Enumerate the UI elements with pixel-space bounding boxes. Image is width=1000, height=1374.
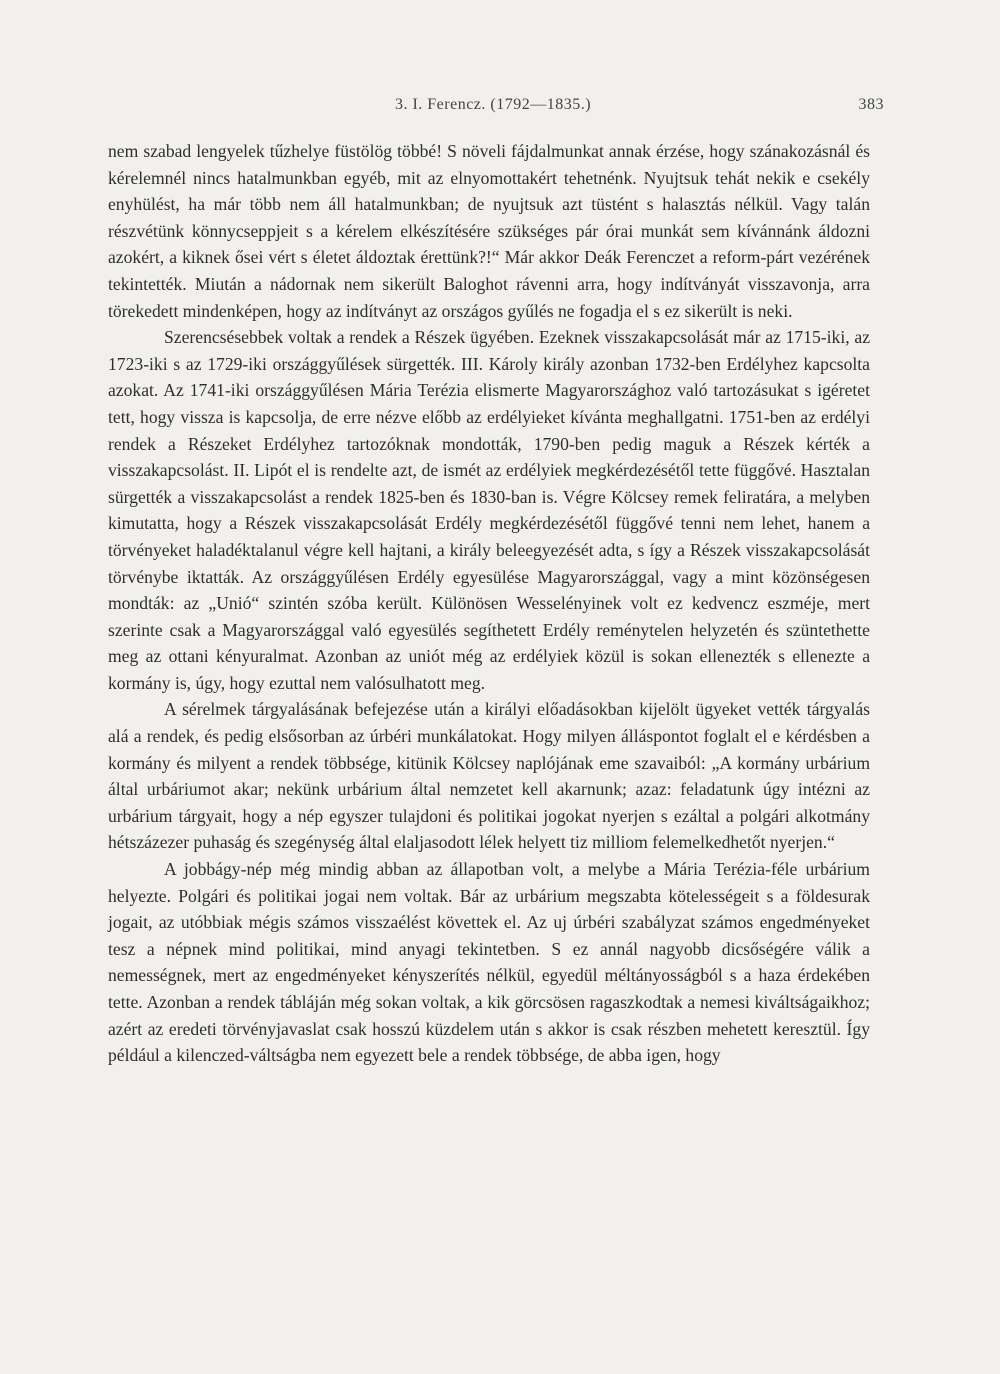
paragraph: A sérelmek tárgyalásának befejezése után a királyi előadásokban kijelölt ügyeket vették tárgyalás alá a rendek, és pedig elsősorban az úrbéri munkálatokat. Hogy milyen álláspontot foglalt el e kérdésben a kormány és milyent a rendek többsége, kitünik Kölcsey naplójának eme szavaiból: „A kormány urbárium által urbáriumot akar; nekünk urbárium által nemzetet kell akarnunk; azaz: feladatunk úgy intézni az urbárium tárgyait, hogy a nép egyszer tulajdoni és politikai jogokat nyerjen s ezáltal a polgári alkotmány hétszázezer puhaság és szegénység által elaljasodott lélek helyett tiz milliom felemelkedhetőt nyerjen.“ xyxy=(108,699,870,853)
running-head xyxy=(108,96,884,122)
chapter-title: 3. I. Ferencz. (1792—1835.) xyxy=(394,96,592,113)
paragraph: Szerencsésebbek voltak a rendek a Részek ügyében. Ezeknek visszakapcsolását már az 1715-iki, az 1723-iki s az 1729-iki országgyűlések sürgették. III. Károly király azonban 1732-ben Erdélyhez kapcsolta azokat. Az 1741-iki országgyűlésen Mária Terézia elismerte Magyarországhoz való tartozásukat s igéretet tett, hogy vissza is kapcsolja, de erre nézve előbb az erdélyieket kívánta meghallgatni. 1751-ben az erdélyi rendek a Részeket Erdélyhez tartozóknak mondották, 1790-ben pedig maguk a Részek kérték a visszakapcsolást. II. Lipót el is rendelte azt, de ismét az erdélyiek megkérdezésétől tette függővé. Hasztalan sürgették a visszakapcsolást a rendek 1825-ben és 1830-ban is. Végre Kölcsey remek feliratára, a melyben kimutatta, hogy a Részek visszakapcsolását Erdély megkérdezésétől függővé tenni nem lehet, hanem a törvényeket haladéktalanul végre kell hajtani, a király beleegyezését adta, s így a Részek visszakapcsolását törvénybe iktatták. Az országgyűlésen Erdély egyesülése Magyarországgal, vagy a mint közönségesen mondták: az „Unió“ szintén szóba került. Különösen Wesselényinek volt ez kedvencz eszméje, mert szerinte csak a Magyarországgal való egyesülés segíthetett Erdély reménytelen helyzetén és szüntethette meg az ottani kényuralmat. Azonban az uniót még az erdélyiek közül is sokan ellenezték s ellenezte a kormány is, úgy, hogy ezuttal nem valósulhatott meg. xyxy=(108,327,870,693)
page-number: 383 xyxy=(858,96,884,113)
paragraph: A jobbágy-nép még mindig abban az állapotban volt, a melybe a Mária Terézia-féle urbárium helyezte. Polgári és politikai jogai nem voltak. Bár az urbárium megszabta kötelességeit s a földesurak jogait, az utóbbiak mégis számos visszaélést követtek el. Az uj úrbéri szabályzat számos engedményeket tesz a népnek mind politikai, mind anyagi tekintetben. S ez annál nagyobb dicsőségére válik a nemességnek, mert az engedményeket kényszerítés nélkül, egyedül méltányosságból s a haza érdekében tette. Azonban a rendek tábláján még sokan voltak, a kik görcsösen ragaszkodtak a nemesi kiváltságaikhoz; azért az eredeti törvényjavaslat csak hosszú küzdelem után s akkor is csak részben mehetett keresztül. Így például a kilenczed-váltságba nem egyezett bele a rendek többsége, de abba igen, hogy xyxy=(108,859,870,1066)
body-text xyxy=(108,138,870,1069)
paragraph: nem szabad lengyelek tűzhelye füstölög többé! S növeli fájdalmunkat annak érzése, hogy szánakozásnál és kérelemnél nincs hatalmunkban egyéb, mit az elnyomottakért tehetnénk. Nyujtsuk tehát nekik e csekély enyhülést, ha már több nem áll hatalmunkban; de nyujtsuk azt tüstént s halasztás nélkül. Vagy talán részvétünk könnycseppjeit s a kérelem elkészítésére szükséges pár órai munkát sem kívánnánk áldozni azokért, a kiknek ősei vért s életet áldoztak érettünk?!“ Már akkor Deák Ferenczet a reform-párt vezérének tekintették. Miután a nádornak nem sikerült Baloghot rávenni arra, hogy indítványát visszavonja, arra törekedett mindenképen, hogy az indítványt az országos gyűlés ne fogadja el s ez sikerült is neki. xyxy=(108,141,870,321)
